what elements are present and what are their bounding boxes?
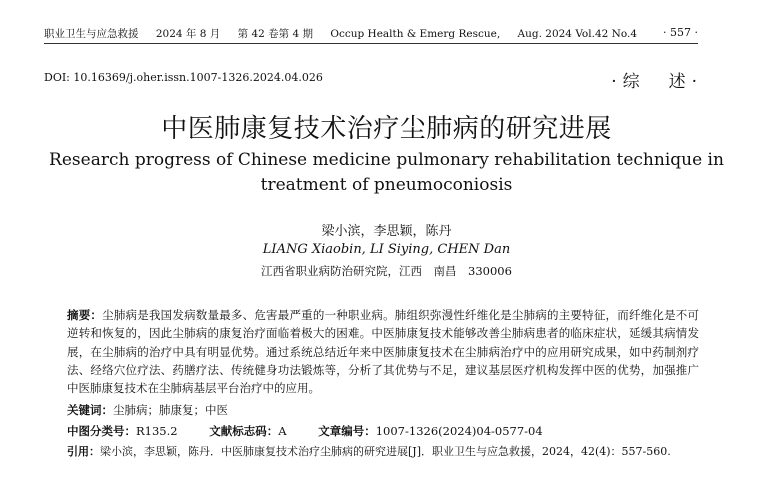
citation — [67, 443, 671, 459]
keywords-text: 尘肺病；肺康复；中医 — [113, 403, 228, 417]
page-number: · 557 · — [663, 26, 698, 39]
doc-code-value: A — [278, 424, 287, 438]
classification-row — [67, 423, 571, 439]
issue-en: Aug. 2024 Vol.42 No.4 — [517, 28, 637, 40]
affiliation: 江西省职业病防治研究院，江西 南昌 330006 — [261, 264, 512, 278]
keywords-label: 关键词： — [67, 403, 113, 417]
volume-cn: 第 42 卷第 4 期 — [237, 28, 314, 40]
clc-label: 中图分类号： — [67, 424, 136, 438]
abstract-text: 尘肺病是我国发病数量最多、危害最严重的一种职业病。肺组织弥漫性纤维化是尘肺病的主要特征，而纤维化是不可逆转和恢复的，因此尘肺病的康复治疗面临着极大的困难。中医肺康复技术能够改善尘肺病患者的临床症状，延缓其病情发展，在尘肺病的治疗中具有明显优势。通过系统总结近年来中医肺康复技术在尘肺病治疗中的应用研究成果，如中药制剂疗法、经络穴位疗法、药膳疗法、传统健身功法锻炼等，分析了其优势与不足，建议基层医疗机构发挥中医的优势，加强推广中医肺康复技术在尘肺病基层平台治疗中的应用。 — [67, 308, 699, 396]
journal-name-cn: 职业卫生与应急救援 — [44, 28, 139, 40]
journal-name-en: Occup Health & Emerg Rescue, — [330, 28, 501, 40]
title-english: Research progress of Chinese medicine pulmonary rehabilitation technique in treatment of pneumoconiosis — [49, 150, 724, 195]
section-label: ·综 述· — [611, 72, 703, 92]
authors-chinese: 梁小滨，李思颖，陈丹 — [321, 224, 452, 239]
issue-date-cn: 2024 年 8 月 — [155, 28, 221, 40]
abstract-label: 摘要： — [67, 308, 103, 322]
citation-label: 引用： — [67, 445, 100, 458]
doi: DOI: 10.16369/j.oher.issn.1007-1326.2024.04.026 — [44, 71, 323, 84]
abstract — [67, 306, 699, 397]
keywords — [67, 402, 228, 418]
title-chinese: 中医肺康复技术治疗尘肺病的研究进展 — [161, 114, 612, 144]
citation-text: 梁小滨，李思颖，陈丹．中医肺康复技术治疗尘肺病的研究进展[J]．职业卫生与应急救援，2024，42(4)：557-560. — [100, 445, 671, 458]
running-header — [44, 26, 651, 41]
authors-english: LIANG Xiaobin, LI Siying, CHEN Dan — [262, 242, 511, 257]
doc-code-label: 文献标志码： — [209, 424, 279, 438]
header-rule — [44, 43, 698, 44]
article-number-label: 文章编号： — [318, 424, 376, 438]
article-number-value: 1007-1326(2024)04-0577-04 — [375, 424, 543, 438]
clc-value: R135.2 — [136, 424, 178, 438]
